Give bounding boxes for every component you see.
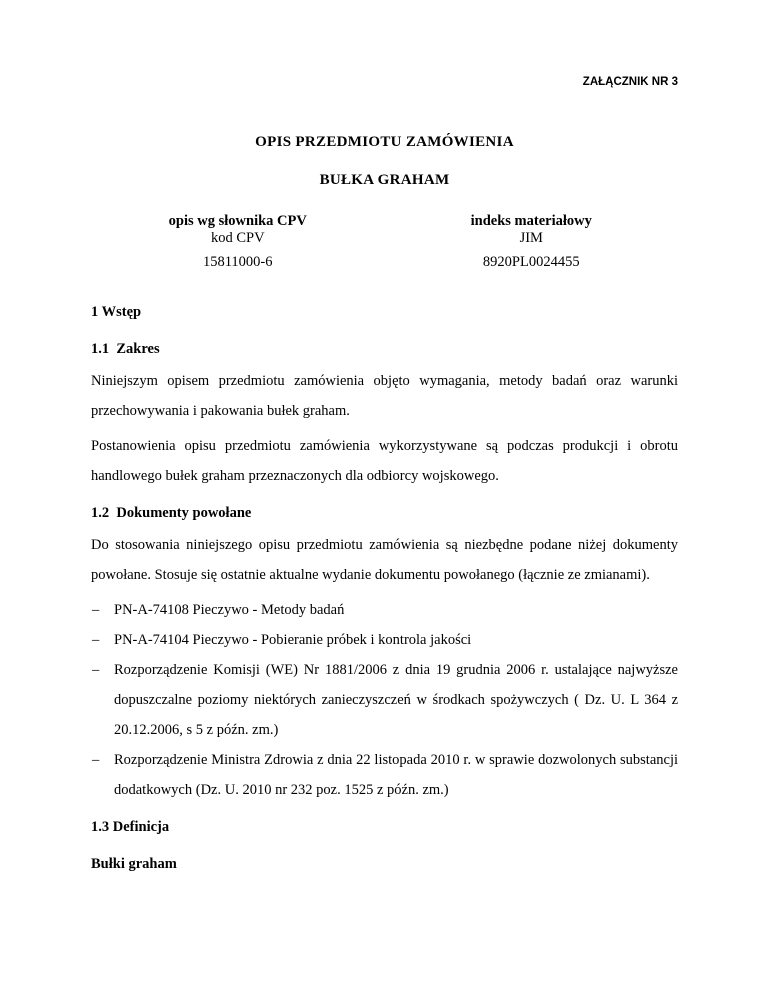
list-item <box>91 625 678 655</box>
section-heading-1-3: 1.3 Definicja <box>91 819 170 835</box>
paragraph-scope-1: Niniejszym opisem przedmiotu zamówienia objęto wymagania, metody badań oraz warunki przechowywania i pakowania bułek graham. <box>91 373 678 419</box>
list-item <box>91 655 678 745</box>
dash-bullet-icon: – <box>92 632 100 648</box>
attachment-number-label: ZAŁĄCZNIK NR 3 <box>582 76 678 88</box>
jim-column <box>385 213 679 271</box>
list-item <box>91 745 678 805</box>
cpv-label: kod CPV <box>210 230 265 246</box>
paragraph-documents-intro: Do stosowania niniejszego opisu przedmiotu zamówienia są niezbędne podane niżej dokumenty powołane. Stosuje się ostatnie aktualne wydanie dokumentu powołanego (łącznie ze zmianami). <box>91 537 678 583</box>
jim-label: JIM <box>519 230 543 246</box>
section-heading-1-1: 1.1 Zakres <box>91 341 160 357</box>
document-title: OPIS PRZEDMIOTU ZAMÓWIENIA <box>255 134 514 150</box>
cpv-column <box>91 213 385 271</box>
section-heading-1-2: 1.2 Dokumenty powołane <box>91 505 252 521</box>
section-heading-1: 1 Wstęp <box>91 304 142 320</box>
cpv-heading: opis wg słownika CPV <box>168 213 307 229</box>
jim-value: 8920PL0024455 <box>482 254 580 270</box>
jim-heading: indeks materiałowy <box>470 213 592 229</box>
code-columns <box>91 213 678 271</box>
paragraph-scope-2: Postanowienia opisu przedmiotu zamówienia wykorzystywane są podczas produkcji i obrotu handlowego bułek graham przeznaczonych dla odbiorcy wojskowego. <box>91 438 678 484</box>
referenced-documents-list <box>91 595 678 805</box>
list-item <box>91 595 678 625</box>
dash-bullet-icon: – <box>92 662 100 678</box>
document-subtitle: BUŁKA GRAHAM <box>319 172 450 188</box>
list-item-text: PN-A-74104 Pieczywo - Pobieranie próbek i kontrola jakości <box>114 632 472 648</box>
cpv-value: 15811000-6 <box>202 254 273 270</box>
list-item-text: Rozporządzenie Komisji (WE) Nr 1881/2006 z dnia 19 grudnia 2006 r. ustalające najwyższe dopuszczalne poziomy niektórych zanieczyszczeń w środkach spożywczych ( Dz. U. L 364 z 20.12.2006, s 5 z późn. zm.) <box>114 662 678 738</box>
dash-bullet-icon: – <box>92 752 100 768</box>
dash-bullet-icon: – <box>92 602 100 618</box>
list-item-text: Rozporządzenie Ministra Zdrowia z dnia 22 listopada 2010 r. w sprawie dozwolonych substancji dodatkowych (Dz. U. 2010 nr 232 poz. 1525 z późn. zm.) <box>114 752 678 798</box>
list-item-text: PN-A-74108 Pieczywo - Metody badań <box>114 602 345 618</box>
definition-term-heading: Bułki graham <box>91 856 177 872</box>
